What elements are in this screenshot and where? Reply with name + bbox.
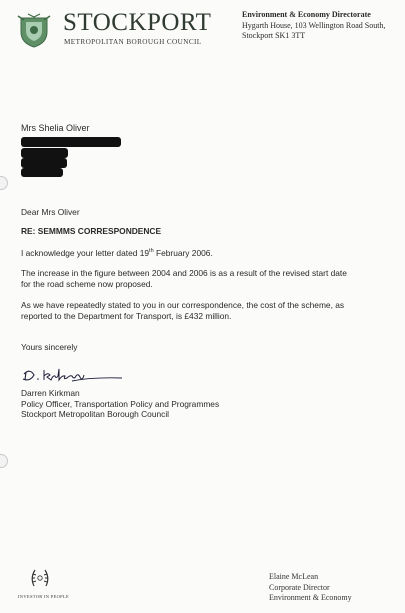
punch-hole [0,454,8,468]
redaction-bar [21,168,63,177]
subject-line: RE: SEMMMS CORRESPONDENCE [21,226,162,236]
salutation: Dear Mrs Oliver [21,207,80,217]
council-crest-icon [15,12,53,48]
signatory-organisation: Stockport Metropolitan Borough Council [21,409,170,419]
paragraph-2-line: for the road scheme now proposed. [21,279,153,289]
council-name: STOCKPORT [63,9,212,36]
paragraph-2 [21,268,347,290]
signatory-block [21,388,219,420]
directorate-name: Environment & Economy Directorate [242,10,371,19]
paragraph-3 [21,300,344,322]
recipient-address-block [21,123,90,135]
paragraph-3-line: As we have repeatedly stated to you in our correspondence, the cost of the scheme, as [21,300,345,310]
paragraph-1-text-end: February 2006. [153,247,213,258]
footer-block [269,572,352,604]
directorate-address-line-1: Hygarth House, 103 Wellington Road South, [242,20,386,30]
footer-department: Environment & Economy [269,593,352,602]
investor-in-people-logo-icon [28,566,52,590]
footer-role: Corporate Director [269,582,330,592]
redaction-bar [21,158,67,168]
recipient-name: Mrs Shelia Oliver [21,123,90,133]
paragraph-1-superscript: th [149,248,154,254]
council-subtitle: METROPOLITAN BOROUGH COUNCIL [64,38,202,46]
closing: Yours sincerely [21,342,78,352]
punch-hole [0,176,8,190]
paragraph-1-text: I acknowledge your letter dated 19 [21,247,150,258]
redaction-bar [21,137,121,147]
investor-in-people-text: INVESTOR IN PEOPLE [18,594,70,599]
paragraph-1 [21,246,213,259]
signatory-name: Darren Kirkman [21,388,80,398]
redaction-bar [21,148,68,158]
footer-name: Elaine McLean [269,572,319,581]
directorate-block [242,10,402,42]
paragraph-3-line: reported to the Department for Transport, is £432 million. [21,311,232,321]
directorate-address-line-2: Stockport SK1 3TT [242,31,306,40]
signatory-title: Policy Officer, Transportation Policy and Programmes [21,398,220,409]
paragraph-2-line: The increase in the figure between 2004 and 2006 is as a result of the revised start date [21,268,347,278]
handwritten-signature [20,364,125,386]
